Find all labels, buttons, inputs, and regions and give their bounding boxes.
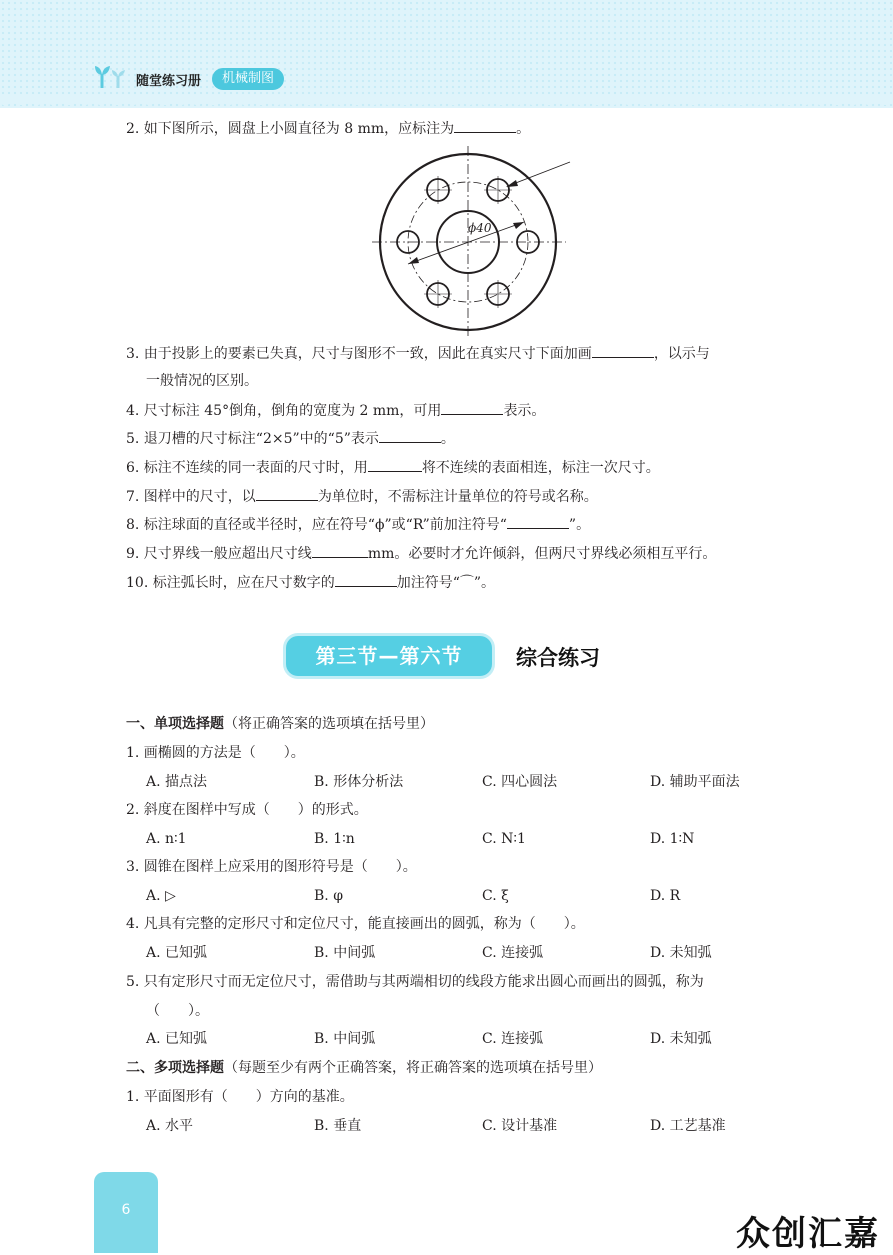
option-c: C. 连接弧 xyxy=(482,945,544,961)
heading-text: 二、多项选择题 xyxy=(126,1060,224,1076)
section-banner: 第三节—第六节 xyxy=(286,636,492,676)
page-number: 6 xyxy=(121,1202,131,1218)
single-choice-heading xyxy=(126,714,434,734)
question-text: 7. 图样中的尺寸，以 xyxy=(126,489,256,505)
question-7 xyxy=(126,486,598,507)
question-text: 2. 如下图所示，圆盘上小圆直径为 8 mm，应标注为 xyxy=(126,121,455,137)
option-a: A. 已知弧 xyxy=(146,1031,208,1047)
answer-blank xyxy=(507,514,569,529)
option-a: A. 水平 xyxy=(146,1118,194,1134)
dimension-line xyxy=(408,222,524,264)
mc-question-1: 1. 平面图形有（ ）方向的基准。 xyxy=(126,1089,354,1105)
question-text: 6. 标注不连续的同一表面的尺寸时，用 xyxy=(126,460,368,476)
book-title: 随堂练习册 xyxy=(136,74,202,89)
sc-question-5: 5. 只有定形尺寸而无定位尺寸，需借助与其两端相切的线段方能求出圆心而画出的圆弧，称为 xyxy=(126,974,704,990)
dimension-label: ϕ40 xyxy=(468,221,492,235)
question-text: 将不连续的表面相连，标注一次尺寸。 xyxy=(421,460,660,476)
question-text: 表示。 xyxy=(503,403,546,419)
answer-blank xyxy=(454,118,516,133)
option-d: D. 辅助平面法 xyxy=(650,774,740,790)
option-c: C. 连接弧 xyxy=(482,1031,544,1047)
option-b: B. 中间弧 xyxy=(314,945,376,961)
option-d: D. 未知弧 xyxy=(650,1031,712,1047)
sc-question-1: 1. 画椭圆的方法是（ ）。 xyxy=(126,745,305,761)
heading-instruction: （每题至少有两个正确答案，将正确答案的选项填在括号里） xyxy=(224,1060,602,1076)
option-a: A. 已知弧 xyxy=(146,945,208,961)
subject-badge: 机械制图 xyxy=(212,68,284,90)
question-text: 。 xyxy=(516,121,531,137)
question-text: 8. 标注球面的直径或半径时，应在符号“ϕ”或“R”前加注符号“ xyxy=(126,517,507,533)
sc-question-3: 3. 圆锥在图样上应采用的图形符号是（ ）。 xyxy=(126,859,417,875)
header-scallop-edge xyxy=(0,96,893,112)
question-text: 9. 尺寸界线一般应超出尺寸线 xyxy=(126,546,312,562)
multi-choice-heading xyxy=(126,1058,602,1078)
question-6 xyxy=(126,457,660,478)
answer-blank xyxy=(368,457,422,472)
question-text: 为单位时，不需标注计量单位的符号或名称。 xyxy=(317,489,598,505)
option-d: D. R xyxy=(650,888,681,904)
question-text: 3. 由于投影上的要素已失真，尺寸与图形不一致，因此在真实尺寸下面加画 xyxy=(126,346,592,362)
page-header xyxy=(0,0,893,108)
answer-blank xyxy=(592,343,654,358)
option-d: D. 未知弧 xyxy=(650,945,712,961)
question-5 xyxy=(126,428,455,449)
question-text: 10. 标注弧长时，应在尺寸数字的 xyxy=(126,575,335,591)
sprout-logo-icon xyxy=(94,62,128,90)
question-4 xyxy=(126,400,545,421)
question-text: 加注符号“⌒”。 xyxy=(396,575,496,591)
answer-blank xyxy=(256,486,318,501)
answer-blank xyxy=(441,400,503,415)
question-9 xyxy=(126,543,716,564)
question-text: 。 xyxy=(440,431,455,447)
sc-question-2: 2. 斜度在图样中写成（ ）的形式。 xyxy=(126,802,368,818)
option-b: B. 垂直 xyxy=(314,1118,362,1134)
option-a: A. n∶1 xyxy=(146,831,187,847)
page-number-tab xyxy=(94,1172,158,1253)
option-d: D. 工艺基准 xyxy=(650,1118,726,1134)
question-text: mm。必要时才允许倾斜，但两尺寸界线必须相互平行。 xyxy=(367,546,717,562)
option-b: B. 1∶n xyxy=(314,831,355,847)
option-b: B. 中间弧 xyxy=(314,1031,376,1047)
question-text: 5. 退刀槽的尺寸标注“2×5”中的“5”表示 xyxy=(126,431,379,447)
option-c: C. 四心圆法 xyxy=(482,774,558,790)
option-c: C. N∶1 xyxy=(482,831,526,847)
option-c: C. 设计基准 xyxy=(482,1118,558,1134)
answer-blank xyxy=(312,543,368,558)
heading-text: 一、单项选择题 xyxy=(126,716,224,732)
section-title: 综合练习 xyxy=(516,646,600,670)
option-d: D. 1∶N xyxy=(650,831,695,847)
sc-question-4: 4. 凡具有完整的定形尺寸和定位尺寸，能直接画出的圆弧，称为（ ）。 xyxy=(126,916,585,932)
option-a: A. ▷ xyxy=(146,888,176,904)
question-text: ”。 xyxy=(568,517,591,533)
heading-instruction: （将正确答案的选项填在括号里） xyxy=(224,716,434,732)
question-3 xyxy=(126,343,710,364)
option-b: B. φ xyxy=(314,888,343,904)
question-8 xyxy=(126,514,590,535)
option-b: B. 形体分析法 xyxy=(314,774,404,790)
watermark-text: 众创汇嘉 xyxy=(736,1214,880,1254)
question-3-continued: 一般情况的区别。 xyxy=(146,373,258,389)
question-text: ，以示与 xyxy=(653,346,710,362)
sc-question-5-continued: （ ）。 xyxy=(146,1003,209,1019)
answer-blank xyxy=(335,572,397,587)
leader-line xyxy=(508,162,570,186)
option-a: A. 描点法 xyxy=(146,774,208,790)
answer-blank xyxy=(379,428,441,443)
question-2 xyxy=(126,118,530,139)
option-c: C. ξ xyxy=(482,888,509,904)
question-text: 4. 尺寸标注 45°倒角，倒角的宽度为 2 mm，可用 xyxy=(126,403,442,419)
disc-diagram xyxy=(370,146,576,336)
question-10 xyxy=(126,572,495,593)
